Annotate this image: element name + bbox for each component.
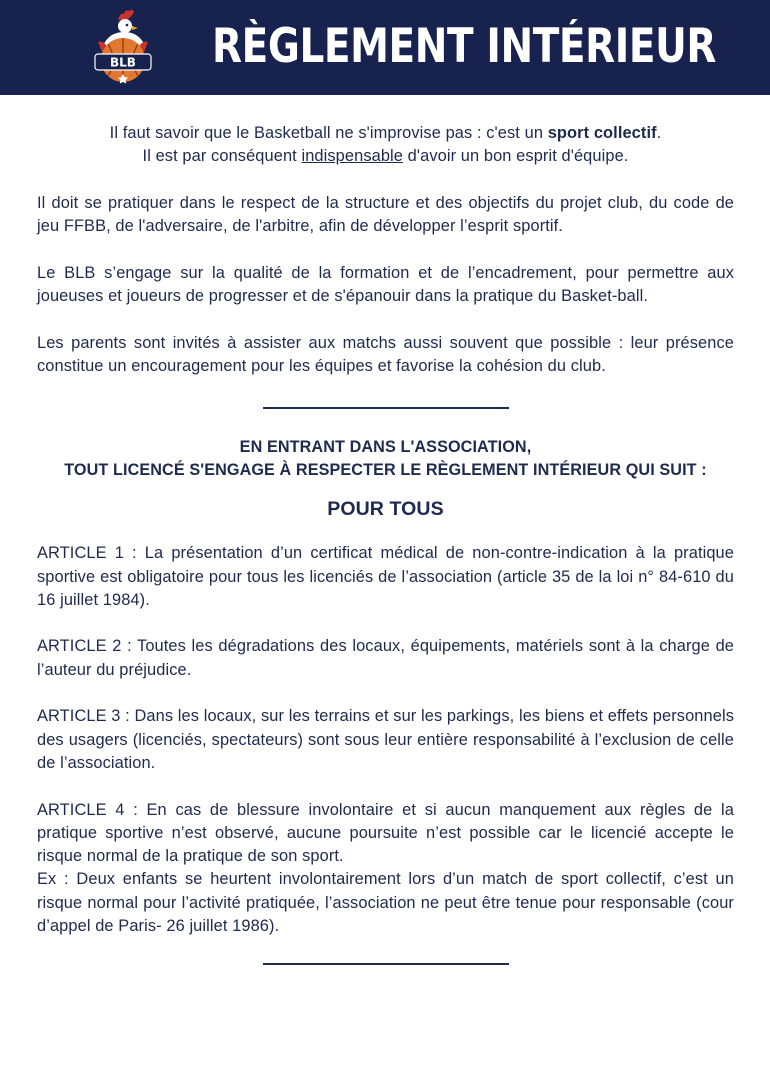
engagement-line-1: EN ENTRANT DANS L'ASSOCIATION,: [239, 438, 532, 457]
paragraph-formation: Le BLB s’engage sur la qualité de la formation et de l’encadrement, pour permettre aux joueuses et joueurs de progresser et de s'épanouir dans la pratique du Basket-ball.: [37, 263, 734, 306]
page-header: [0, 0, 770, 95]
intro-underline: indispensable: [301, 147, 404, 166]
section-title: POUR TOUS: [327, 498, 444, 521]
intro-text: Il faut savoir que le Basketball ne s'improvise pas : c'est un: [109, 124, 548, 142]
article-1: ARTICLE 1 : La présentation d’un certificat médical de non-contre-indication à la pratique sportive est obligatoire pour tous les licenciés de l’association (article 35 de la loi n° 84-610 du 16 juillet 1984).: [37, 544, 734, 609]
intro-emphasis: sport collectif: [547, 124, 657, 142]
article-4-example: Ex : Deux enfants se heurtent involontairement lors d’un match de sport collectif, c’est un risque normal pour l’activité pratiquée, l’association ne peut être tenue pour responsable (cour d’appel de Paris- 26 juillet 1986).: [37, 870, 734, 936]
intro-line-1: [37, 122, 734, 145]
article-3: ARTICLE 3 : Dans les locaux, sur les terrains et sur les parkings, les biens et effets personnels des usagers (licenciés, spectateurs) sont sous leur entière responsabilité à l’exclusion de celle de l’association.: [37, 707, 734, 772]
divider: [263, 963, 509, 965]
intro-text: Il est par conséquent: [142, 147, 302, 166]
intro-line-2: [37, 145, 734, 168]
article-2: ARTICLE 2 : Toutes les dégradations des locaux, équipements, matériels sont à la charge de l’auteur du préjudice.: [37, 637, 734, 679]
paragraph-respect: Il doit se pratiquer dans le respect de la structure et des objectifs du projet club, du code de jeu FFBB, de l'adversaire, de l'arbitre, afin de développer l’esprit sportif.: [37, 193, 734, 236]
engagement-line-2: TOUT LICENCÉ S'ENGAGE À RESPECTER LE RÈGLEMENT INTÉRIEUR QUI SUIT :: [64, 461, 707, 480]
paragraph-parents: Les parents sont invités à assister aux matchs aussi souvent que possible : leur présence constitue un encouragement pour les équipes et favorise la cohésion du club.: [37, 333, 734, 375]
document-body: [37, 122, 734, 965]
logo-text: BLB: [110, 55, 136, 70]
page-title: RÈGLEMENT INTÉRIEUR: [212, 19, 716, 74]
intro-text: .: [656, 124, 662, 142]
club-logo-icon: [88, 8, 158, 86]
article-4: ARTICLE 4 : En cas de blessure involontaire et si aucun manquement aux règles de la pratique sportive n’est observé, aucune poursuite n’est possible car le licencié accepte le risque normal de la pratique de son sport.: [37, 800, 734, 866]
intro-text: d'avoir un bon esprit d'équipe.: [403, 147, 629, 166]
